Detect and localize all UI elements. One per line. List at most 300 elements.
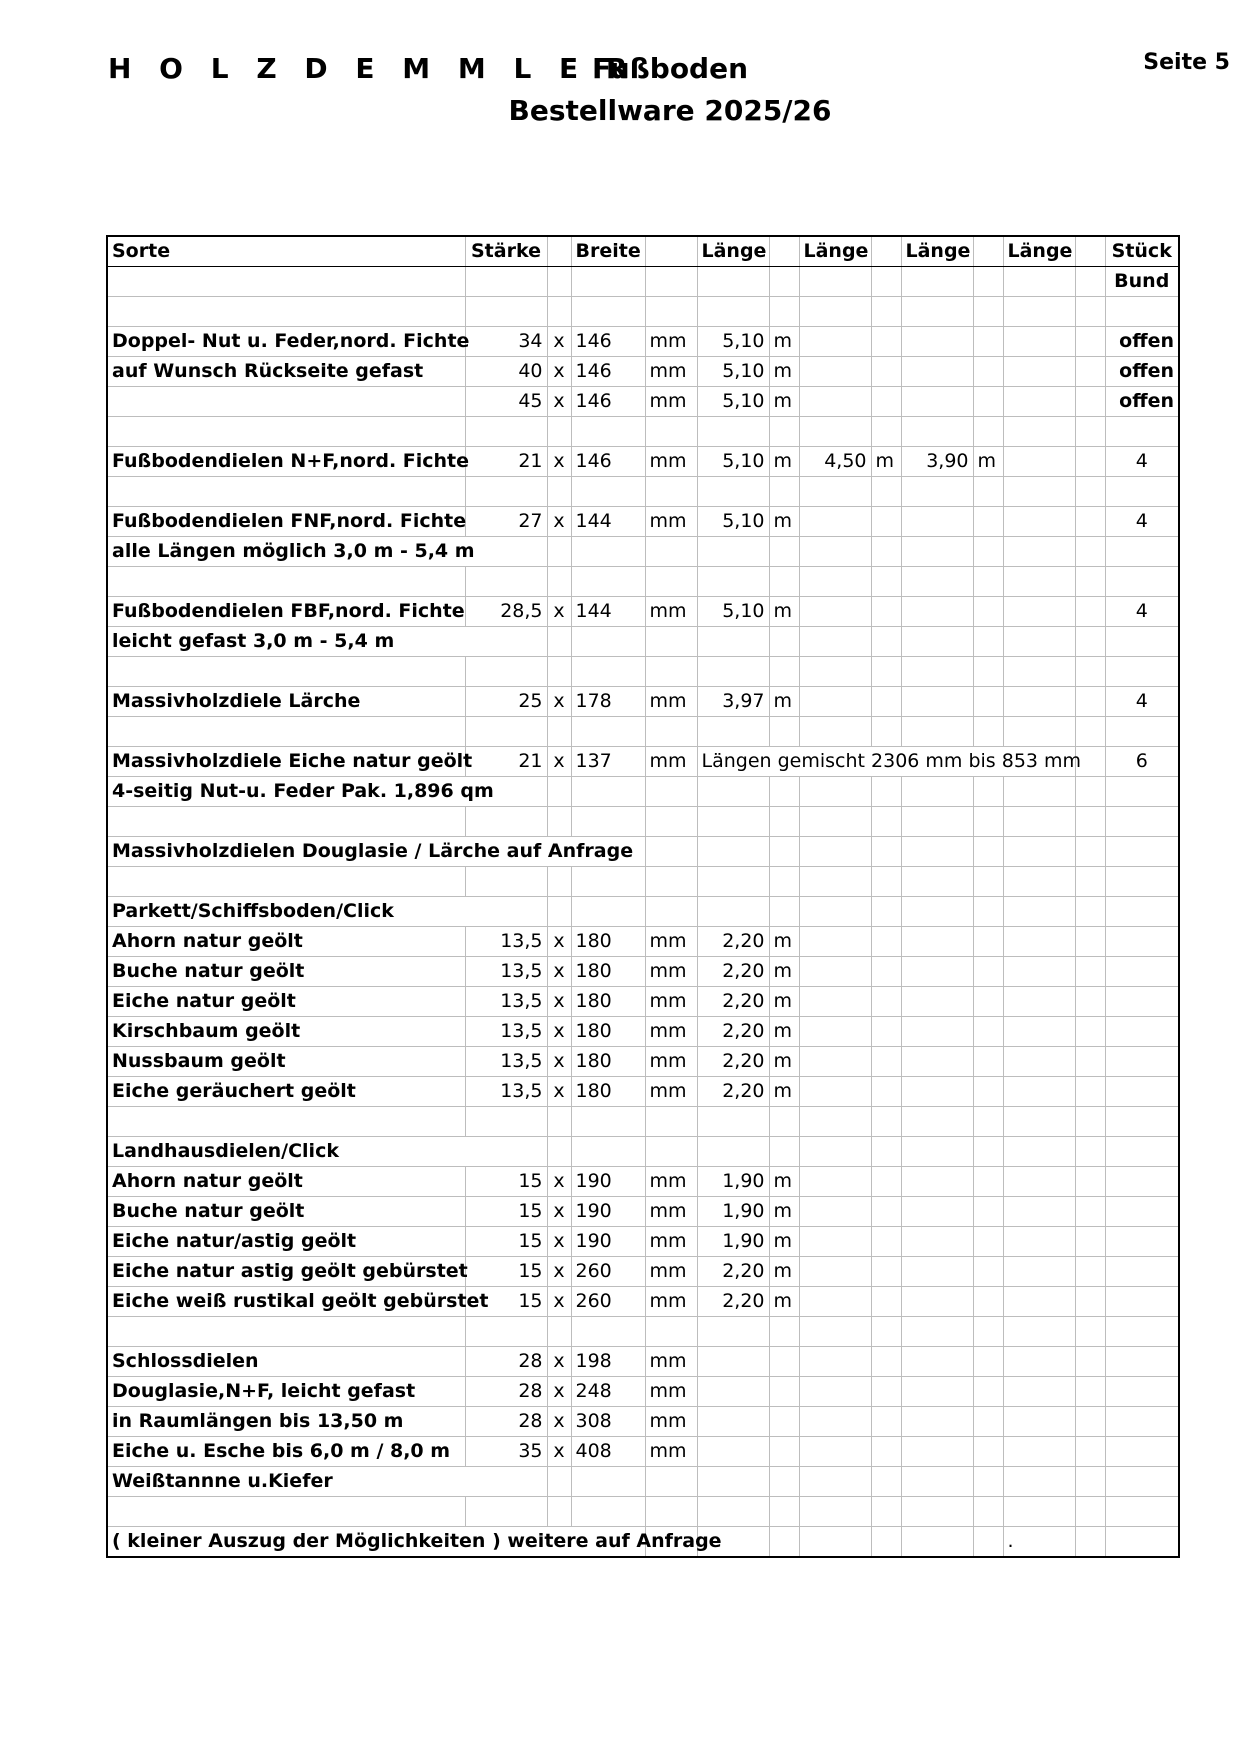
row-breite: 198 (571, 1347, 645, 1377)
table-cell (1075, 507, 1105, 537)
table-cell (973, 867, 1003, 897)
row-stueck (1105, 1047, 1179, 1077)
table-cell (871, 807, 901, 837)
row-breite: 180 (571, 1047, 645, 1077)
table-cell (697, 897, 769, 927)
table-cell (769, 417, 799, 447)
row-unit-m-3 (973, 1257, 1003, 1287)
table-cell (1003, 717, 1075, 747)
table-cell (1003, 1017, 1075, 1047)
row-unit-m-1 (769, 1407, 799, 1437)
row-times: x (547, 1437, 571, 1467)
row-laenge-2 (799, 507, 871, 537)
row-laenge-1: 5,10 (697, 357, 769, 387)
row-sorte: Doppel- Nut u. Feder,nord. Fichte (107, 327, 465, 357)
table-cell (1105, 537, 1179, 567)
table-cell (1075, 1197, 1105, 1227)
row-laenge-3 (901, 357, 973, 387)
row-sorte: Douglasie,N+F, leicht gefast (107, 1377, 465, 1407)
table-row (107, 1467, 1179, 1497)
row-laenge-1: 5,10 (697, 597, 769, 627)
table-cell (901, 417, 973, 447)
table-cell (547, 417, 571, 447)
row-sorte: Ahorn natur geölt (107, 927, 465, 957)
row-laenge-3 (901, 1377, 973, 1407)
row-unit-m-3 (973, 927, 1003, 957)
row-unit-m-1: m (769, 1287, 799, 1317)
table-cell (571, 627, 645, 657)
table-cell (1075, 777, 1105, 807)
table-cell (465, 1107, 547, 1137)
table-header-row-2 (107, 267, 1179, 297)
row-unit-m-2 (871, 687, 901, 717)
table-cell (1003, 657, 1075, 687)
table-cell (1003, 1347, 1075, 1377)
row-laenge-1: 1,90 (697, 1167, 769, 1197)
row-staerke: 15 (465, 1197, 547, 1227)
row-sorte: Buche natur geölt (107, 1197, 465, 1227)
row-unit: mm (645, 687, 697, 717)
table-cell (769, 1527, 799, 1558)
table-cell (1105, 897, 1179, 927)
row-laenge-3: 3,90 (901, 447, 973, 477)
row-times: x (547, 447, 571, 477)
table-cell (901, 717, 973, 747)
table-cell (107, 297, 465, 327)
price-list-table (106, 235, 1180, 1558)
table-cell (697, 1497, 769, 1527)
table-row (107, 1287, 1179, 1317)
table-cell (645, 1137, 697, 1167)
table-cell (1003, 567, 1075, 597)
row-unit: mm (645, 1017, 697, 1047)
row-unit: mm (645, 1197, 697, 1227)
row-breite: 308 (571, 1407, 645, 1437)
table-cell (107, 717, 465, 747)
table-cell (871, 657, 901, 687)
table-cell (1075, 357, 1105, 387)
row-laenge-2 (799, 687, 871, 717)
table-cell (871, 1527, 901, 1558)
row-breite: 137 (571, 747, 645, 777)
row-staerke: 15 (465, 1257, 547, 1287)
row-unit-m-3 (973, 687, 1003, 717)
table-row (107, 1347, 1179, 1377)
row-stueck (1105, 1167, 1179, 1197)
table-cell (973, 477, 1003, 507)
row-unit: mm (645, 1167, 697, 1197)
table-cell (1075, 1527, 1105, 1558)
row-staerke: 13,5 (465, 1077, 547, 1107)
table-cell (1075, 327, 1105, 357)
table-cell (645, 417, 697, 447)
table-cell (1075, 1047, 1105, 1077)
table-cell (571, 867, 645, 897)
table-cell (1075, 597, 1105, 627)
table-cell (1003, 627, 1075, 657)
row-stueck (1105, 987, 1179, 1017)
row-breite: 180 (571, 957, 645, 987)
row-stueck (1105, 1407, 1179, 1437)
table-cell (547, 1467, 571, 1497)
table-cell (769, 537, 799, 567)
row-breite: 146 (571, 387, 645, 417)
table-cell (1003, 897, 1075, 927)
row-times: x (547, 357, 571, 387)
table-cell (1075, 477, 1105, 507)
table-cell (799, 417, 871, 447)
row-laenge-2 (799, 1017, 871, 1047)
row-unit: mm (645, 1347, 697, 1377)
row-stueck: offen (1105, 387, 1179, 417)
table-cell (547, 807, 571, 837)
row-breite: 190 (571, 1167, 645, 1197)
table-row (107, 477, 1179, 507)
row-laenge-3 (901, 387, 973, 417)
table-cell (107, 1107, 465, 1137)
table-cell (547, 1497, 571, 1527)
row-breite: 180 (571, 987, 645, 1017)
table-cell (571, 1137, 645, 1167)
table-cell (871, 1497, 901, 1527)
table-cell (973, 417, 1003, 447)
row-breite: 146 (571, 447, 645, 477)
table-cell (973, 837, 1003, 867)
row-laenge-2 (799, 1167, 871, 1197)
table-cell (901, 777, 973, 807)
table-row (107, 1077, 1179, 1107)
table-cell (571, 1467, 645, 1497)
row-unit-m-2 (871, 957, 901, 987)
page-number: Seite 5 (1143, 50, 1230, 75)
table-cell (1105, 837, 1179, 867)
row-times: x (547, 1227, 571, 1257)
table-cell (1075, 1347, 1105, 1377)
table-cell (1105, 777, 1179, 807)
table-cell (871, 1317, 901, 1347)
table-cell (571, 417, 645, 447)
row-breite: 144 (571, 507, 645, 537)
row-unit-m-1: m (769, 1017, 799, 1047)
row-laenge-1: 2,20 (697, 927, 769, 957)
table-cell (1075, 687, 1105, 717)
table-cell (871, 567, 901, 597)
row-unit: mm (645, 1437, 697, 1467)
row-staerke: 13,5 (465, 1017, 547, 1047)
row-breite: 146 (571, 357, 645, 387)
row-unit-m-3 (973, 957, 1003, 987)
row-sorte (107, 387, 465, 417)
row-sorte: Fußbodendielen FBF,nord. Fichte (107, 597, 465, 627)
table-cell (1075, 1497, 1105, 1527)
row-times: x (547, 1257, 571, 1287)
table-cell (871, 897, 901, 927)
table-cell (1003, 1377, 1075, 1407)
row-sorte: Kirschbaum geölt (107, 1017, 465, 1047)
row-unit: mm (645, 1287, 697, 1317)
row-staerke: 27 (465, 507, 547, 537)
table-cell (571, 567, 645, 597)
row-breite: 180 (571, 1077, 645, 1107)
row-staerke: 21 (465, 747, 547, 777)
row-sorte: Eiche natur geölt (107, 987, 465, 1017)
table-row (107, 1317, 1179, 1347)
table-cell (697, 657, 769, 687)
col-header-sorte: Sorte (107, 236, 465, 267)
table-cell (973, 1107, 1003, 1137)
table-cell (645, 537, 697, 567)
row-length-note: Längen gemischt 2306 mm bis 853 mm (697, 747, 1075, 777)
table-cell (1075, 1167, 1105, 1197)
table-cell (871, 297, 901, 327)
table-cell (465, 1497, 547, 1527)
row-laenge-3 (901, 1347, 973, 1377)
row-unit-m-1: m (769, 957, 799, 987)
row-staerke: 15 (465, 1287, 547, 1317)
row-sorte: in Raumlängen bis 13,50 m (107, 1407, 465, 1437)
table-cell (1105, 657, 1179, 687)
row-unit-m-1: m (769, 447, 799, 477)
table-cell (1105, 1497, 1179, 1527)
row-unit-m-2 (871, 1227, 901, 1257)
row-sorte: Ahorn natur geölt (107, 1167, 465, 1197)
row-unit-m-1: m (769, 1167, 799, 1197)
table-cell (645, 807, 697, 837)
table-cell (697, 1317, 769, 1347)
row-unit-m-1: m (769, 927, 799, 957)
table-cell (107, 867, 465, 897)
row-breite: 190 (571, 1197, 645, 1227)
table-cell (697, 837, 769, 867)
table-row (107, 567, 1179, 597)
table-cell (901, 1497, 973, 1527)
row-times: x (547, 1287, 571, 1317)
row-laenge-3 (901, 1257, 973, 1287)
row-times: x (547, 597, 571, 627)
table-cell (697, 627, 769, 657)
row-unit-m-2 (871, 1287, 901, 1317)
table-cell (571, 717, 645, 747)
row-unit-m-1: m (769, 987, 799, 1017)
table-row (107, 627, 1179, 657)
table-cell (1003, 447, 1075, 477)
table-cell (465, 657, 547, 687)
table-cell (645, 867, 697, 897)
row-unit: mm (645, 987, 697, 1017)
row-laenge-3 (901, 1197, 973, 1227)
table-cell (1003, 507, 1075, 537)
row-laenge-1: 2,20 (697, 957, 769, 987)
table-cell (973, 807, 1003, 837)
table-cell (1075, 447, 1105, 477)
row-unit-m-3 (973, 1197, 1003, 1227)
row-unit-m-3 (973, 1167, 1003, 1197)
table-cell (107, 1317, 465, 1347)
table-cell (465, 297, 547, 327)
row-laenge-3 (901, 1437, 973, 1467)
table-cell (871, 537, 901, 567)
table-row (107, 1107, 1179, 1137)
table-cell (1003, 1167, 1075, 1197)
row-times: x (547, 507, 571, 537)
row-laenge-1 (697, 1437, 769, 1467)
table-cell (1075, 1377, 1105, 1407)
row-sorte: Massivholzdiele Eiche natur geölt (107, 747, 465, 777)
table-row (107, 447, 1179, 477)
table-cell (973, 777, 1003, 807)
table-cell (1105, 627, 1179, 657)
row-unit-m-3 (973, 1437, 1003, 1467)
table-cell (547, 717, 571, 747)
table-cell (769, 717, 799, 747)
table-row (107, 537, 1179, 567)
row-unit-m-1 (769, 1437, 799, 1467)
table-cell (107, 1497, 465, 1527)
row-staerke: 21 (465, 447, 547, 477)
table-cell (697, 1107, 769, 1137)
row-unit-m-3 (973, 327, 1003, 357)
row-times: x (547, 1347, 571, 1377)
table-cell (871, 1107, 901, 1137)
row-laenge-1: 5,10 (697, 387, 769, 417)
row-laenge-1 (697, 1347, 769, 1377)
table-cell (769, 1137, 799, 1167)
table-cell (901, 297, 973, 327)
row-label: alle Längen möglich 3,0 m - 5,4 m (107, 537, 547, 567)
table-cell (1105, 1527, 1179, 1558)
row-breite: 178 (571, 687, 645, 717)
row-unit-m-1: m (769, 387, 799, 417)
table-cell (571, 1107, 645, 1137)
table-cell (1075, 1437, 1105, 1467)
row-laenge-3 (901, 1077, 973, 1107)
table-cell (1075, 1107, 1105, 1137)
row-unit-m-3 (973, 507, 1003, 537)
row-laenge-2 (799, 1347, 871, 1377)
table-cell (107, 807, 465, 837)
table-cell (1003, 1047, 1075, 1077)
row-stueck: 4 (1105, 447, 1179, 477)
table-cell (1003, 597, 1075, 627)
row-laenge-2 (799, 1077, 871, 1107)
table-cell (1075, 807, 1105, 837)
row-unit-m-1 (769, 1377, 799, 1407)
row-unit-m-2 (871, 1047, 901, 1077)
table-cell (547, 897, 571, 927)
row-unit-m-3 (973, 1377, 1003, 1407)
table-cell (973, 1527, 1003, 1558)
row-unit-m-1: m (769, 1257, 799, 1287)
table-cell (571, 807, 645, 837)
row-unit-m-1: m (769, 1047, 799, 1077)
row-sorte: Fußbodendielen FNF,nord. Fichte (107, 507, 465, 537)
table-cell (1003, 417, 1075, 447)
col-header-breite: Breite (571, 236, 645, 267)
row-laenge-3 (901, 1047, 973, 1077)
table-cell (697, 717, 769, 747)
row-unit-m-3 (973, 1227, 1003, 1257)
row-laenge-2 (799, 597, 871, 627)
row-unit: mm (645, 1407, 697, 1437)
table-row (107, 1437, 1179, 1467)
table-cell (465, 477, 547, 507)
table-cell (901, 837, 973, 867)
table-header-row (107, 236, 1179, 267)
table-cell (645, 1317, 697, 1347)
row-laenge-1: 2,20 (697, 1047, 769, 1077)
row-breite: 190 (571, 1227, 645, 1257)
table-cell (547, 537, 571, 567)
table-cell (547, 867, 571, 897)
table-cell (799, 1467, 871, 1497)
row-unit-m-3 (973, 357, 1003, 387)
table-cell (547, 627, 571, 657)
row-unit-m-3 (973, 1017, 1003, 1047)
table-cell (769, 657, 799, 687)
table-cell (901, 867, 973, 897)
table-row (107, 327, 1179, 357)
table-row (107, 987, 1179, 1017)
table-cell (973, 567, 1003, 597)
row-times: x (547, 1047, 571, 1077)
row-unit-m-2 (871, 357, 901, 387)
table-cell (1105, 867, 1179, 897)
table-cell (799, 777, 871, 807)
row-unit-m-1: m (769, 1197, 799, 1227)
table-row (107, 1017, 1179, 1047)
table-cell (645, 477, 697, 507)
table-cell (769, 777, 799, 807)
col-header-laenge-2: Länge (799, 236, 871, 267)
table-row (107, 867, 1179, 897)
table-cell (465, 1317, 547, 1347)
table-cell (1075, 1257, 1105, 1287)
row-times: x (547, 1167, 571, 1197)
table-cell (697, 537, 769, 567)
table-row (107, 1197, 1179, 1227)
table-cell (871, 1137, 901, 1167)
row-laenge-1: 2,20 (697, 1257, 769, 1287)
row-unit: mm (645, 747, 697, 777)
row-laenge-3 (901, 927, 973, 957)
row-stueck: 6 (1105, 747, 1179, 777)
table-cell (973, 1317, 1003, 1347)
row-staerke: 15 (465, 1167, 547, 1197)
row-unit-m-2 (871, 1077, 901, 1107)
table-cell (1003, 357, 1075, 387)
row-laenge-3 (901, 957, 973, 987)
table-cell (645, 777, 697, 807)
table-row (107, 597, 1179, 627)
row-sorte: Eiche natur astig geölt gebürstet (107, 1257, 465, 1287)
row-unit-m-3 (973, 1077, 1003, 1107)
row-times: x (547, 387, 571, 417)
row-laenge-1: 5,10 (697, 507, 769, 537)
table-cell (465, 717, 547, 747)
table-cell (1003, 1437, 1075, 1467)
row-laenge-1: 5,10 (697, 447, 769, 477)
row-stueck (1105, 1077, 1179, 1107)
col-header-stueck: Stück (1105, 236, 1179, 267)
table-cell (871, 477, 901, 507)
table-cell (1003, 327, 1075, 357)
row-sorte: Eiche weiß rustikal geölt gebürstet (107, 1287, 465, 1317)
table-cell (571, 1497, 645, 1527)
table-row (107, 1377, 1179, 1407)
row-stueck (1105, 1197, 1179, 1227)
table-cell (769, 867, 799, 897)
row-unit-m-2 (871, 1017, 901, 1047)
